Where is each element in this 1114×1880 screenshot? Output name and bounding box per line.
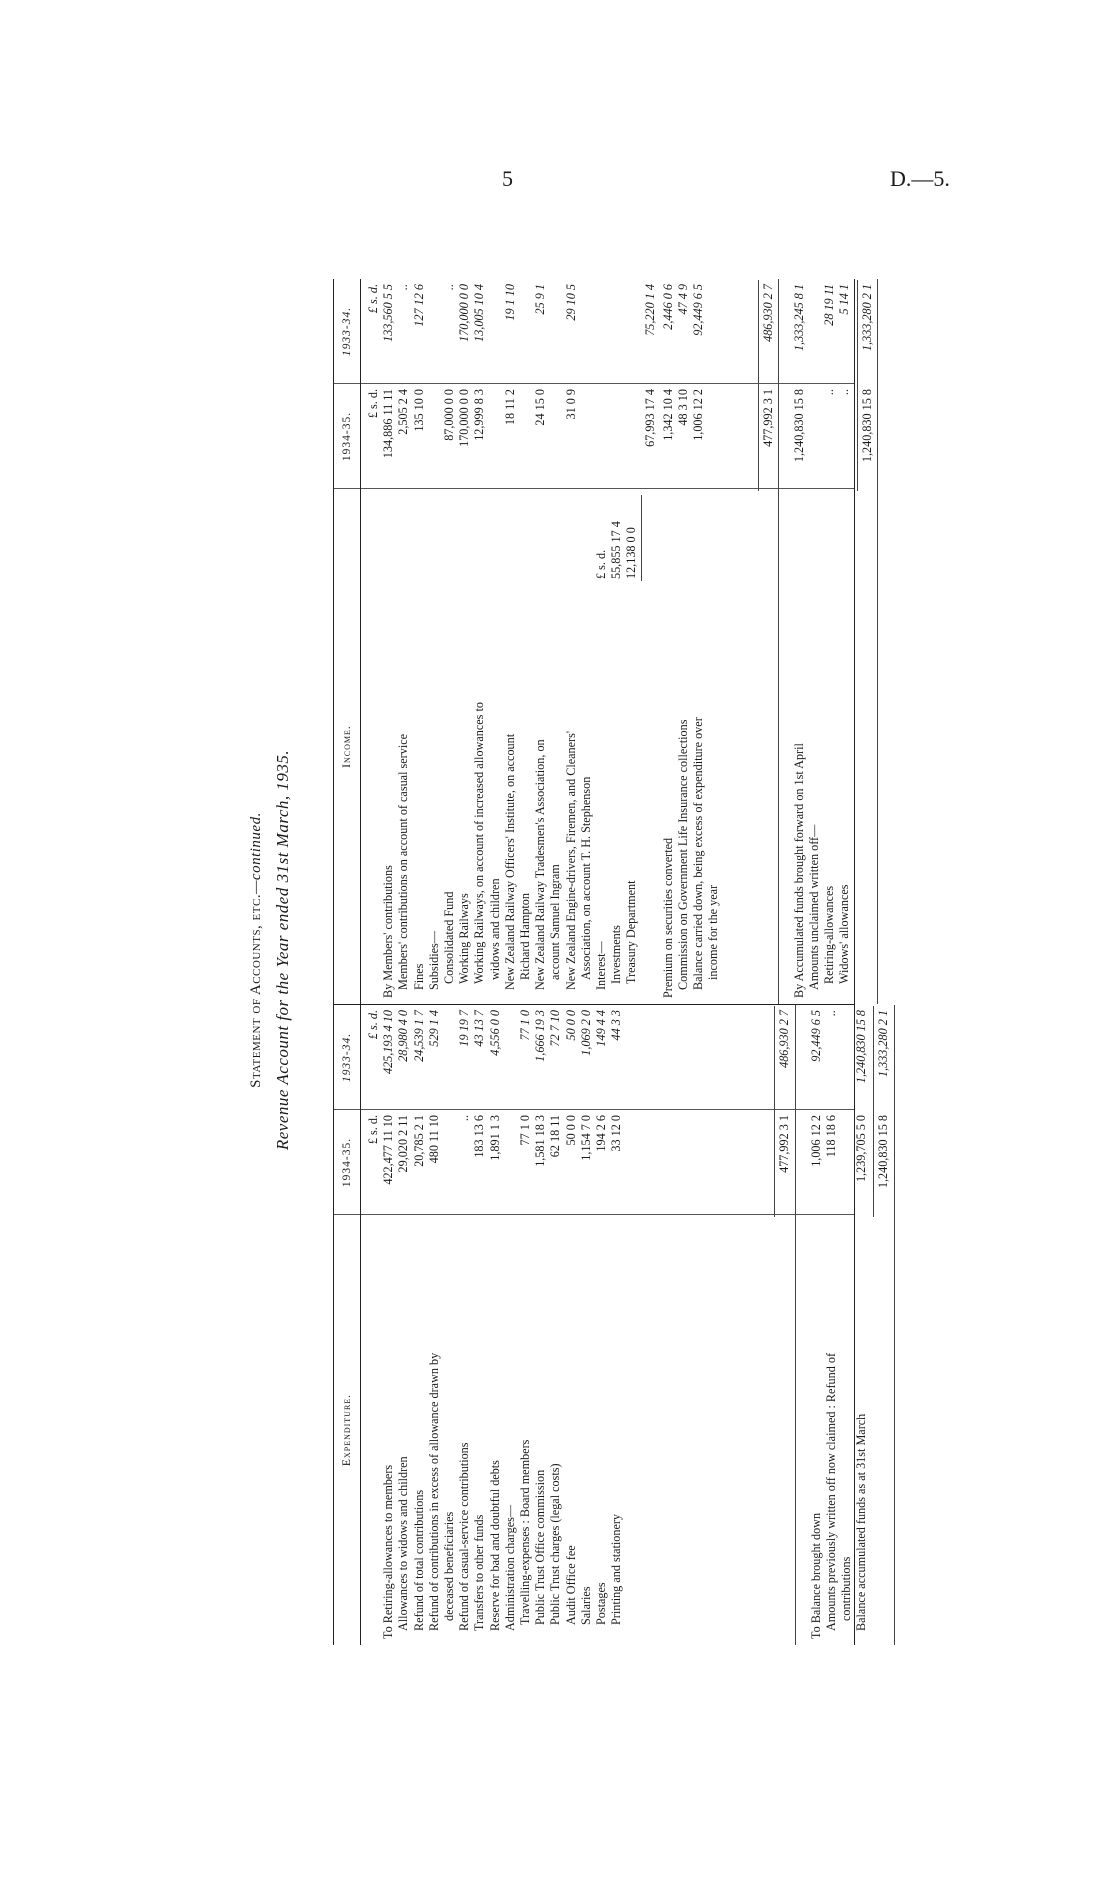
income-col-1933-34: 1933-34. xyxy=(334,279,361,384)
table-row xyxy=(503,279,518,1004)
table-row xyxy=(579,1005,594,1645)
amount-1934-35: 118 18 6 xyxy=(823,1115,838,1158)
row-label: Public Trust Office commission xyxy=(533,1469,548,1625)
row-label: Association, on account T. H. Stephenson xyxy=(578,776,593,980)
table-row xyxy=(457,279,472,1004)
expenditure-col-1933-34: 1933-34. xyxy=(334,1005,361,1110)
income-table xyxy=(333,279,874,1005)
units-1933-34: £ s. d. xyxy=(366,1010,380,1040)
table-row xyxy=(442,1005,457,1645)
statement-title: Statement of Accounts, etc.—continued. xyxy=(248,812,264,1088)
amount-1934-35: 134,886 11 11 xyxy=(381,389,396,459)
amount-1934-35: 20,785 2 1 xyxy=(411,1115,426,1167)
amount-1933-34: 529 1 4 xyxy=(426,1010,441,1047)
amount-1933-34: 72 7 10 xyxy=(548,1010,563,1047)
row-label: Travelling-expenses : Board members xyxy=(518,1439,532,1625)
row-label: Retiring-allowances xyxy=(822,885,837,984)
amount-1933-34: 44 3 3 xyxy=(609,1010,624,1041)
amount-1933-34: .. xyxy=(823,1010,838,1017)
total-1934-35: 1,240,830 15 8 xyxy=(859,389,874,463)
row-label: Postages xyxy=(594,1582,608,1625)
table-row xyxy=(381,1005,396,1645)
row-label: widows and children xyxy=(487,878,502,980)
account-title: Revenue Account for the Year ended 31st March, 1935. xyxy=(273,749,292,1151)
table-row xyxy=(457,1005,472,1645)
amount-1933-34: 133,560 5 5 xyxy=(381,284,396,342)
table-row xyxy=(624,279,639,1004)
amount-1933-34: 2,446 0 6 xyxy=(660,284,675,330)
table-row xyxy=(824,1005,839,1645)
row-label: Audit Office fee xyxy=(563,1545,578,1625)
amount-1934-35: 29,020 2 11 xyxy=(396,1115,411,1173)
amount-1933-34: 1,069 2 0 xyxy=(578,1010,593,1056)
amount-1933-34: 25 9 1 xyxy=(533,284,548,315)
expenditure-table xyxy=(333,1005,891,1645)
interest-treasury: 12,138 0 0 xyxy=(624,527,639,579)
table-row xyxy=(381,279,396,1004)
row-label: Widows' allowances xyxy=(837,884,852,984)
table-row xyxy=(442,279,457,1004)
income-header: Income. xyxy=(334,489,361,1004)
statement-heading xyxy=(248,230,293,1670)
amount-1934-35: 194 2 6 xyxy=(594,1115,608,1152)
row-label: Refund of total contributions xyxy=(411,1489,426,1631)
table-row xyxy=(807,279,822,1004)
amount-1934-35: 77 1 0 xyxy=(518,1115,532,1146)
total-1933-34: 1,333,280 2 1 xyxy=(859,284,874,352)
table-row xyxy=(609,1005,624,1645)
row-label: contributions xyxy=(839,1556,853,1621)
table-row xyxy=(427,1005,442,1645)
table-row xyxy=(488,279,503,1004)
amount-1934-35: 50 0 0 xyxy=(563,1115,578,1146)
amount-1934-35: 1,581 18 3 xyxy=(533,1115,548,1167)
table-row xyxy=(822,279,837,1004)
total-rule xyxy=(758,280,759,491)
total-1933-34: 486,930 2 7 xyxy=(777,1010,792,1068)
amount-1934-35: 18 11 2 xyxy=(502,389,517,426)
amount-1933-34: 425,193 4 10 xyxy=(381,1010,396,1074)
row-label: Allowances to widows and children xyxy=(396,1456,411,1631)
amount-1933-34: 13,005 10 4 xyxy=(472,284,487,342)
amount-1934-35: 422,477 11 10 xyxy=(381,1115,396,1185)
row-label: Salaries xyxy=(578,1586,593,1625)
row-label: Commission on Government Life Insurance collections xyxy=(676,719,690,990)
amount-1933-34: 47 4 9 xyxy=(676,284,690,315)
row-label: New Zealand Railway Tradesmen's Association, on xyxy=(533,739,548,990)
total-1934-35: 477,992 3 1 xyxy=(777,1115,792,1173)
amount-1934-35: 1,342 10 4 xyxy=(660,389,675,441)
row-label: Richard Hampton xyxy=(518,893,532,980)
table-row xyxy=(854,1005,869,1645)
table-row xyxy=(488,1005,503,1645)
row-label: Consolidated Fund xyxy=(442,891,456,984)
amount-1933-34: 1,333,245 8 1 xyxy=(791,284,806,352)
total-rule xyxy=(857,280,858,491)
total-row xyxy=(761,279,776,1004)
total-rule xyxy=(778,279,779,1004)
interest-total-1934-35: 67,993 17 4 xyxy=(642,389,657,447)
table-row xyxy=(518,279,533,1004)
amount-1934-35: 62 18 11 xyxy=(548,1115,563,1158)
total-rule xyxy=(894,1005,895,1645)
total-1933-34: 486,930 2 7 xyxy=(760,284,775,342)
amount-1933-34: 77 1 0 xyxy=(518,1010,532,1041)
amount-1934-35: 48 3 10 xyxy=(676,389,690,426)
amount-1934-35: 1,006 12 2 xyxy=(808,1115,823,1167)
total-1934-35: 477,992 3 1 xyxy=(760,389,775,447)
units-1933-34: £ s. d. xyxy=(366,284,380,314)
amount-1933-34: 19 1 10 xyxy=(502,284,517,321)
amount-1933-34: 24,539 1 7 xyxy=(411,1010,426,1062)
row-label: Refund of casual-service contributions xyxy=(457,1442,472,1631)
amount-1933-34: 92,449 6 5 xyxy=(808,1010,823,1062)
income-col-1934-35: 1934-35. xyxy=(334,384,361,489)
table-row xyxy=(533,279,548,1004)
row-label: Fines xyxy=(411,963,426,990)
expenditure-header: Expenditure. xyxy=(334,1215,361,1645)
amount-1933-34: 43 13 7 xyxy=(472,1010,487,1047)
row-label: Balance carried down, being excess of expenditure over xyxy=(691,717,706,990)
amount-1934-35: 170,000 0 0 xyxy=(457,389,472,447)
total-rule xyxy=(774,1006,775,1217)
row-label: Administration charges— xyxy=(502,1504,517,1631)
amount-1933-34: 29 10 5 xyxy=(563,284,578,321)
amount-1933-34: 4,556 0 0 xyxy=(487,1010,502,1056)
row-label: Transfers to other funds xyxy=(472,1514,487,1631)
interest-investments: 55,855 17 4 xyxy=(609,521,624,579)
row-label: Subsidies— xyxy=(426,931,441,990)
total-row xyxy=(860,279,875,1004)
row-label: Refund of contributions in excess of allowance drawn by xyxy=(426,1352,441,1631)
total-1933-34: 1,333,280 2 1 xyxy=(876,1010,891,1078)
table-row xyxy=(564,1005,579,1645)
amount-1933-34: 170,000 0 0 xyxy=(457,284,472,342)
total-row xyxy=(777,1005,792,1645)
amount-1934-35: 12,999 8 3 xyxy=(472,389,487,441)
total-rule xyxy=(877,279,878,1004)
table-row xyxy=(472,279,487,1004)
amount-1933-34: 50 0 0 xyxy=(563,1010,578,1041)
amount-1933-34: 149 4 4 xyxy=(594,1010,608,1047)
amount-1933-34: .. xyxy=(396,284,411,291)
table-row xyxy=(676,279,691,1004)
table-row xyxy=(518,1005,533,1645)
amount-1934-35: .. xyxy=(822,389,837,396)
amount-1934-35: 1,154 7 0 xyxy=(578,1115,593,1161)
table-row xyxy=(579,279,594,1004)
total-row xyxy=(876,1005,891,1645)
table-row xyxy=(594,279,609,1004)
row-label: Investments xyxy=(609,925,624,984)
table-row xyxy=(594,1005,609,1645)
table-row xyxy=(472,1005,487,1645)
units-1934-35: £ s. d. xyxy=(366,389,380,419)
row-label: Working Railways, on account of increased allowances to xyxy=(472,702,487,984)
revenue-account-sheet xyxy=(248,230,891,1670)
table-row xyxy=(706,279,721,1004)
currency-units-row xyxy=(366,1005,381,1645)
row-label: Balance accumulated funds as at 31st March xyxy=(854,1413,869,1631)
amount-1934-35: 1,240,830 15 8 xyxy=(791,389,806,463)
row-label: To Balance brought down xyxy=(808,1512,823,1639)
amount-1933-34: 28,980 4 0 xyxy=(396,1010,411,1062)
expenditure-col-1934-35: 1934-35. xyxy=(334,1110,361,1215)
table-row xyxy=(839,1005,854,1645)
interest-total-1933-34: 75,220 1 4 xyxy=(642,284,657,336)
units-1934-35: £ s. d. xyxy=(366,1115,380,1145)
total-rule xyxy=(873,1006,874,1217)
table-row xyxy=(533,1005,548,1645)
row-label: Amounts previously written off now claimed : Refund of xyxy=(823,1352,838,1631)
table-row xyxy=(548,279,563,1004)
row-label: income for the year xyxy=(706,884,721,980)
amount-1934-35: 135 10 0 xyxy=(411,389,426,432)
row-label: Public Trust charges (legal costs) xyxy=(548,1463,563,1625)
amount-1934-35: 480 11 10 xyxy=(426,1115,441,1164)
table-row xyxy=(609,279,624,1004)
document-reference: D.—5. xyxy=(890,166,950,191)
table-row xyxy=(792,279,807,1004)
amount-1933-34: 28 19 11 xyxy=(822,284,837,326)
row-label: Amounts unclaimed written off— xyxy=(807,824,821,990)
table-row xyxy=(412,1005,427,1645)
row-label: Treasury Department xyxy=(624,880,639,984)
row-label: By Members' contributions xyxy=(381,865,396,998)
amount-1934-35: 33 12 0 xyxy=(609,1115,624,1152)
page-number: 5 xyxy=(502,166,513,191)
table-row xyxy=(503,1005,518,1645)
amount-1934-35: 1,006 12 2 xyxy=(691,389,706,441)
table-row xyxy=(809,1005,824,1645)
table-row xyxy=(412,279,427,1004)
amount-1933-34: 1,666 19 3 xyxy=(533,1010,548,1062)
row-label: account Samuel Ingram xyxy=(548,864,563,980)
amount-1933-34: 5 14 1 xyxy=(837,284,852,315)
row-label: New Zealand Engine-drivers, Firemen, and Cleaners' xyxy=(563,730,578,990)
row-label: Interest— xyxy=(594,941,608,990)
row-label: New Zealand Railway Officers' Institute, on account xyxy=(502,733,517,990)
row-label: Members' contributions on account of casual service xyxy=(396,733,411,990)
amount-1934-35: 183 13 6 xyxy=(472,1115,487,1158)
amount-1933-34: 92,449 6 5 xyxy=(691,284,706,336)
amount-1933-34: 1,240,830 15 8 xyxy=(854,1010,869,1084)
interest-units: £ s. d. xyxy=(594,549,608,579)
amount-1934-35: 87,000 0 0 xyxy=(442,389,456,441)
row-label: deceased beneficiaries xyxy=(442,1511,456,1621)
row-label: Printing and stationery xyxy=(609,1513,624,1625)
total-1934-35: 1,240,830 15 8 xyxy=(876,1115,891,1189)
table-row xyxy=(396,279,411,1004)
table-row xyxy=(548,1005,563,1645)
amount-1934-35: 1,239,705 5 0 xyxy=(854,1115,869,1183)
amount-1934-35: 2,505 2 4 xyxy=(396,389,411,435)
table-row xyxy=(691,279,706,1004)
table-row xyxy=(427,279,442,1004)
table-row xyxy=(837,279,852,1004)
amount-1933-34: .. xyxy=(442,284,456,291)
table-row xyxy=(396,1005,411,1645)
amount-1934-35: .. xyxy=(457,1115,472,1122)
amount-1934-35: 1,891 1 3 xyxy=(487,1115,502,1161)
row-label: Working Railways xyxy=(457,893,472,984)
amount-1934-35: 31 0 9 xyxy=(563,389,578,420)
amount-1934-35: .. xyxy=(837,389,852,396)
amount-1933-34: 19 19 7 xyxy=(457,1010,472,1047)
interest-rule xyxy=(641,495,642,581)
table-row xyxy=(564,279,579,1004)
row-label: By Accumulated funds brought forward on 1st April xyxy=(791,743,806,998)
amount-1934-35: 24 15 0 xyxy=(533,389,548,426)
row-label: Premium on securities converted xyxy=(660,837,675,998)
row-label: To Retiring-allowances to members xyxy=(381,1464,396,1639)
interest-total-row xyxy=(643,279,658,1004)
amount-1933-34: 127 12 6 xyxy=(411,284,426,327)
total-rule xyxy=(795,1005,796,1645)
table-row xyxy=(661,279,676,1004)
row-label: Reserve for bad and doubtful debts xyxy=(487,1460,502,1631)
currency-units-row xyxy=(366,279,381,1004)
